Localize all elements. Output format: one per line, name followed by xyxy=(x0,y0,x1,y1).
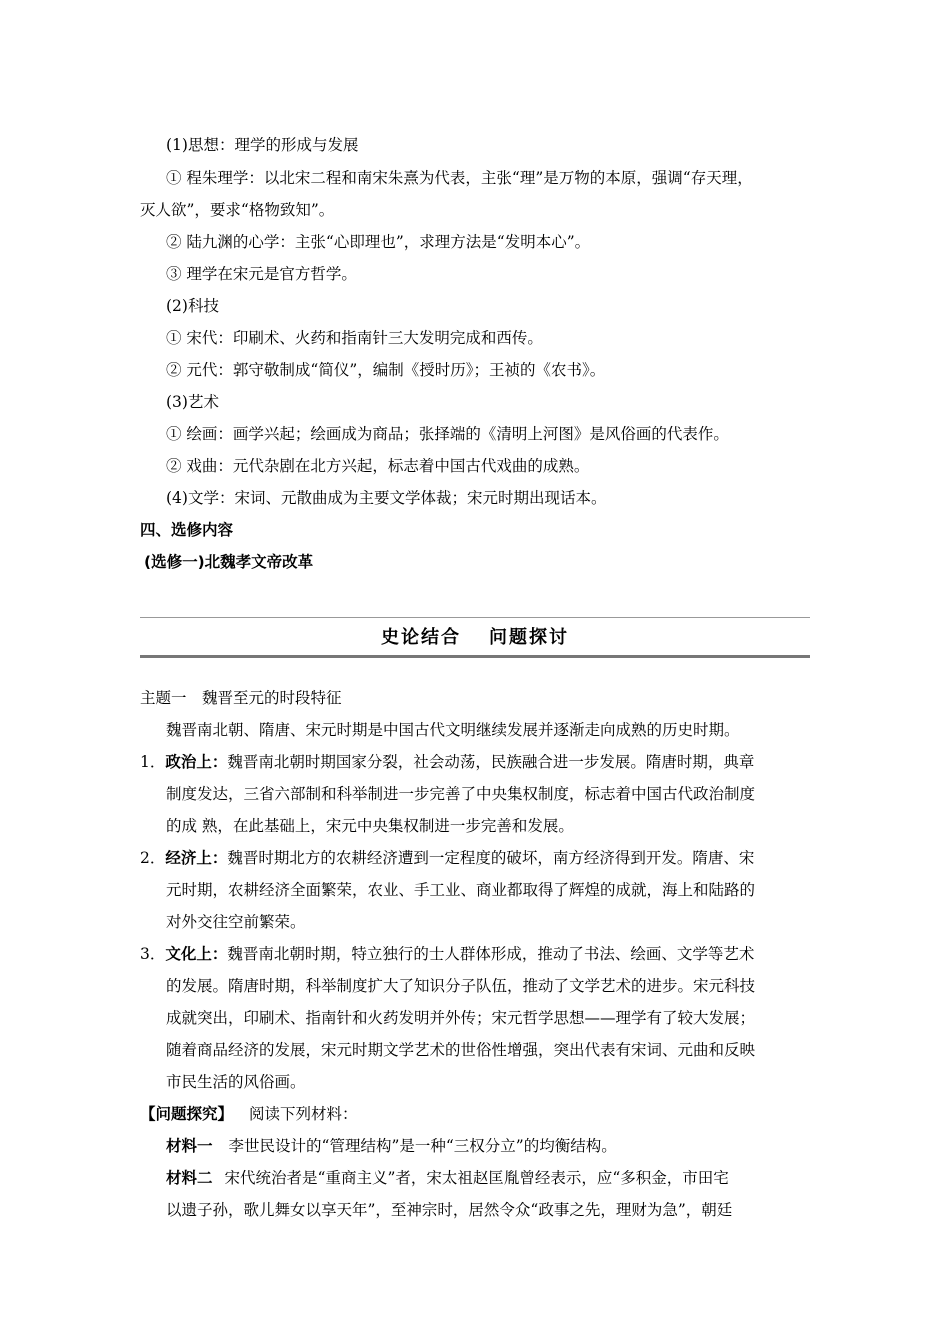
material-1 xyxy=(166,1135,617,1157)
point-3-line-5: 市民生活的风俗画。 xyxy=(166,1073,306,1091)
art-item-2: ② 戏曲：元代杂剧在北方兴起，标志着中国古代戏曲的成熟。 xyxy=(166,457,590,475)
thought-heading: (1)思想：理学的形成与发展 xyxy=(166,136,359,154)
art-heading: (3)艺术 xyxy=(166,393,219,411)
theme1-intro: 魏晋南北朝、隋唐、宋元时期是中国古代文明继续发展并逐渐走向成熟的历史时期。 xyxy=(166,721,740,739)
point-1-line-3: 的成 熟，在此基础上，宋元中央集权制进一步完善和发展。 xyxy=(166,817,574,835)
point-1-line-1: 魏晋南北朝时期国家分裂，社会动荡，民族融合进一步发展。隋唐时期，典章 xyxy=(227,753,755,771)
point-3-line-4: 随着商品经济的发展，宋元时期文学艺术的世俗性增强，突出代表有宋词、元曲和反映 xyxy=(166,1041,756,1059)
point-3-line-2: 的发展。隋唐时期，科举制度扩大了知识分子队伍，推动了文学艺术的进步。宋元科技 xyxy=(166,977,756,995)
point-1-label: 政治上： xyxy=(165,752,228,771)
art-item-1: ① 绘画：画学兴起；绘画成为商品；张择端的《清明上河图》是风俗画的代表作。 xyxy=(166,425,729,443)
point-3-line-3: 成就突出，印刷术、指南针和火药发明并外传；宋元哲学思想——理学有了较大发展； xyxy=(166,1009,756,1027)
tech-heading: (2)科技 xyxy=(166,297,219,315)
material-1-text: 李世民设计的“管理结构”是一种“三权分立”的均衡结构。 xyxy=(228,1137,617,1155)
thought-item-2: ② 陆九渊的心学：主张“心即理也”，求理方法是“发明本心”。 xyxy=(166,233,591,251)
material-2-line-2: 以遗子孙，歌儿舞女以享天年”，至神宗时，居然令众“政事之先，理财为急”，朝廷 xyxy=(166,1201,733,1219)
thought-item-1: ① 程朱理学：以北宋二程和南宋朱熹为代表，主张“理”是万物的本原，强调“存天理， xyxy=(166,169,753,187)
tech-item-1: ① 宋代：印刷术、火药和指南针三大发明完成和西传。 xyxy=(166,329,543,347)
theme1-point-3 xyxy=(140,943,754,965)
material-1-label: 材料一 xyxy=(166,1137,213,1155)
banner-bottom-rule xyxy=(140,655,810,658)
point-1-number: 1． xyxy=(140,753,166,771)
banner-title-b: 问题探讨 xyxy=(489,627,569,648)
point-3-label: 文化上： xyxy=(165,944,228,963)
point-2-label: 经济上： xyxy=(165,848,228,867)
inquiry-label: 【问题探究】 xyxy=(140,1105,234,1123)
inquiry-text: 阅读下列材料： xyxy=(249,1105,358,1123)
tech-item-2: ② 元代：郭守敬制成“简仪”，编制《授时历》；王祯的《农书》。 xyxy=(166,361,606,379)
section4-heading: 四、选修内容 xyxy=(140,521,234,539)
material-2-label: 材料二 xyxy=(166,1169,213,1187)
section4-subheading: (选修一)北魏孝文帝改革 xyxy=(144,553,314,571)
point-3-line-1: 魏晋南北朝时期，特立独行的士人群体形成，推动了书法、绘画、文学等艺术 xyxy=(227,945,755,963)
inquiry-line xyxy=(140,1103,358,1125)
material-2-line-1: 宋代统治者是“重商主义”者，宋太祖赵匡胤曾经表示，应“多积金，市田宅 xyxy=(224,1169,729,1187)
literature-item: (4)文学：宋词、元散曲成为主要文学体裁；宋元时期出现话本。 xyxy=(166,489,607,507)
point-2-line-1: 魏晋时期北方的农耕经济遭到一定程度的破坏，南方经济得到开发。隋唐、宋 xyxy=(227,849,755,867)
point-3-number: 3． xyxy=(140,945,166,963)
thought-item-3: ③ 理学在宋元是官方哲学。 xyxy=(166,265,357,283)
point-2-line-2: 元时期，农耕经济全面繁荣，农业、手工业、商业都取得了辉煌的成就，海上和陆路的 xyxy=(166,881,756,899)
point-2-line-3: 对外交往空前繁荣。 xyxy=(166,913,306,931)
banner-top-rule xyxy=(140,617,810,618)
material-2 xyxy=(166,1167,729,1189)
thought-item-1-cont: 灭人欲”，要求“格物致知”。 xyxy=(140,201,335,219)
theme1-point-2 xyxy=(140,847,754,869)
banner-title xyxy=(140,625,810,651)
theme1-point-1 xyxy=(140,751,754,773)
banner-title-a: 史论结合 xyxy=(381,627,461,648)
point-2-number: 2． xyxy=(140,849,166,867)
point-1-line-2: 制度发达，三省六部制和科举制进一步完善了中央集权制度，标志着中国古代政治制度 xyxy=(166,785,756,803)
theme1-title: 主题一 魏晋至元的时段特征 xyxy=(140,689,342,707)
